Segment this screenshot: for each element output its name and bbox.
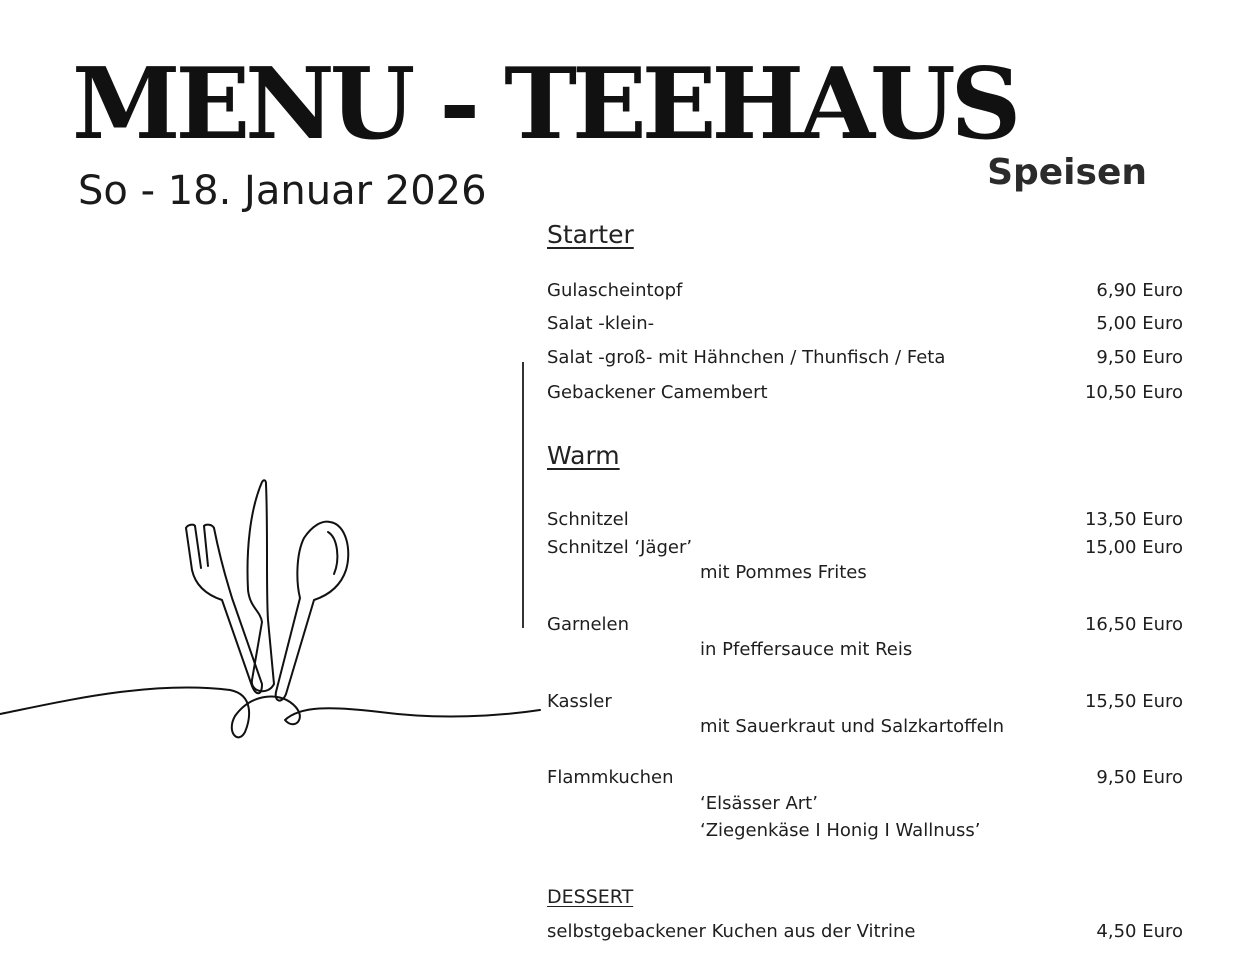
- menu-item-price: 4,50 Euro: [1096, 921, 1183, 942]
- cutlery-line-art-icon: [0, 470, 545, 750]
- menu-item-name: Schnitzel: [547, 509, 629, 530]
- menu-item-price: 9,50 Euro: [1096, 347, 1183, 368]
- menu-item-name: Gulascheintopf: [547, 280, 683, 301]
- menu-item-name: Salat -klein-: [547, 313, 655, 334]
- menu-item: [547, 313, 1183, 334]
- menu-item-price: 15,50 Euro: [1084, 691, 1183, 712]
- section-heading-warm: Warm: [547, 441, 620, 470]
- menu-item-price: 9,50 Euro: [1096, 767, 1183, 788]
- menu-item-detail: in Pfeffersauce mit Reis: [700, 639, 913, 660]
- page-title: MENU - TEEHAUS: [72, 47, 1017, 162]
- menu-item: [547, 537, 1183, 558]
- section-heading-starter: Starter: [547, 220, 634, 249]
- menu-item-name: selbstgebackener Kuchen aus der Vitrine: [547, 921, 916, 942]
- menu-item-detail: mit Pommes Frites: [700, 562, 867, 583]
- menu-item-price: 15,00 Euro: [1084, 537, 1183, 558]
- menu-item-name: Salat -groß- mit Hähnchen / Thunfisch / Feta: [547, 347, 946, 368]
- menu-item: [547, 382, 1183, 403]
- menu-item: [547, 347, 1183, 368]
- menu-item: [547, 691, 1183, 712]
- menu-item: [547, 921, 1183, 942]
- menu-item-price: 10,50 Euro: [1084, 382, 1183, 403]
- menu-item-detail: ‘Ziegenkäse I Honig I Wallnuss’: [700, 820, 981, 841]
- menu-item: [547, 280, 1183, 301]
- menu-item-name: Kassler: [547, 691, 612, 712]
- page-subtitle: Speisen: [987, 152, 1147, 193]
- menu-item-price: 16,50 Euro: [1084, 614, 1183, 635]
- menu-item-name: Schnitzel ‘Jäger’: [547, 537, 693, 558]
- menu-date: So - 18. Januar 2026: [78, 168, 487, 214]
- menu-item-detail: mit Sauerkraut und Salzkartoffeln: [700, 716, 1005, 737]
- menu-item-name: Garnelen: [547, 614, 630, 635]
- menu-item-price: 6,90 Euro: [1096, 280, 1183, 301]
- menu-item: [547, 767, 1183, 788]
- menu-item-price: 13,50 Euro: [1084, 509, 1183, 530]
- menu-item-name: Flammkuchen: [547, 767, 674, 788]
- menu-item-detail: ‘Elsässer Art’: [700, 793, 818, 814]
- menu-item: [547, 509, 1183, 530]
- menu-item-name: Gebackener Camembert: [547, 382, 768, 403]
- section-heading-dessert: DESSERT: [547, 886, 634, 908]
- menu-item: [547, 614, 1183, 635]
- menu-item-price: 5,00 Euro: [1096, 313, 1183, 334]
